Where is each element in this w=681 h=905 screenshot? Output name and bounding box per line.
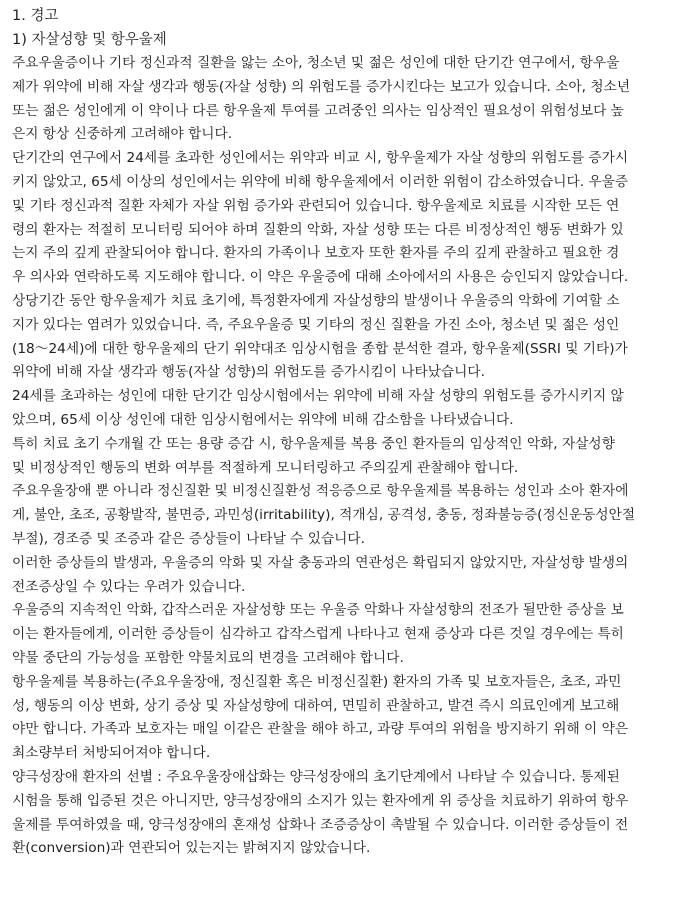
document-body [12,52,673,861]
paragraph-line: 성, 행동의 이상 변화, 상기 증상 및 자살성향에 대하여, 면밀히 관찰하고, 발견 즉시 의료인에게 보고해 [12,697,620,714]
paragraph-line: 약물 중단의 가능성을 포함한 약물치료의 변경을 고려해야 합니다. [12,649,404,666]
paragraph-line: 은지 항상 신중하게 고려해야 합니다. [12,126,233,143]
paragraph [12,480,673,551]
paragraph [12,52,673,147]
paragraph-line: 이러한 증상들의 발생과, 우울증의 악화 및 자살 충동과의 연관성은 확립되지 않았지만, 자살성향 발생의 [12,554,629,571]
paragraph-line: 야만 합니다. 가족과 보호자는 매일 이같은 관찰을 해야 하고, 과량 투여의 위험을 방지하기 위해 이 약은 [12,721,629,738]
paragraph-line: 양극성장애 환자의 선별 : 주요우울장애삽화는 양극성장애의 초기단계에서 나타날 수 있습니다. 통제된 [12,768,620,785]
paragraph-line: 제가 위약에 비해 자살 생각과 행동(자살 성향) 의 위험도를 증가시킨다는 보고가 있습니다. 소아, 청소년 [12,78,631,95]
paragraph-line: 우 의사와 연락하도록 지도해야 합니다. 이 약은 우울증에 대해 소아에서의 사용은 승인되지 않았습니다. [12,269,629,286]
subsection-title: 1) 자살성향 및 항우울제 [12,32,167,48]
paragraph-line: (18～24세)에 대한 항우울제의 단기 위약대조 임상시험을 종합 분석한 결과, 항우울제(SSRI 및 기타)가 [12,340,628,357]
paragraph [12,552,673,600]
paragraph-line: 위약에 비해 자살 생각과 행동(자살 성향)의 위험도를 증가시킴이 나타났습니다. [12,364,485,381]
paragraph [12,147,673,385]
paragraph-line: 았으며, 65세 이상 성인에 대한 임상시험에서는 위약에 비해 감소함을 나타냈습니다. [12,411,514,428]
section-title: 1. 경고 [12,8,59,24]
paragraph [12,433,673,481]
paragraph-line: 령의 환자는 적절히 모니터링 되어야 하며 질환의 악화, 자살 성향 또는 다른 비정상적인 행동 변화가 있 [12,221,624,238]
paragraph-line: 특히 치료 초기 수개월 간 또는 용량 증감 시, 항우울제를 복용 중인 환자들의 임상적인 악화, 자살성향 [12,435,615,452]
paragraph-line: 울제를 투여하였을 때, 양극성장애의 혼재성 삽화나 조증증상이 촉발될 수 있습니다. 이러한 증상들이 전 [12,816,629,833]
paragraph-line: 항우울제를 복용하는(주요우울장애, 정신질환 혹은 비정신질환) 환자의 가족 및 보호자들은, 초조, 과민 [12,673,622,690]
paragraph-line: 환(conversion)과 연관되어 있는지는 밝혀지지 않았습니다. [12,840,371,857]
paragraph-line: 전조증상일 수 있다는 우려가 있습니다. [12,578,246,595]
paragraph-line: 주요우울증이나 기타 정신과적 질환을 앓는 소아, 청소년 및 젊은 성인에 대한 단기간 연구에서, 항우울 [12,55,620,71]
paragraph-line: 24세를 초과하는 성인에 대한 단기간 임상시험에서는 위약에 비해 자살 성향의 위험도를 증가시키지 않 [12,388,624,405]
paragraph-line: 는지 주의 깊게 관찰되어야 합니다. 환자의 가족이나 보호자 또한 환자를 주의 깊게 관찰하고 필요한 경 [12,245,620,262]
paragraph [12,766,673,861]
paragraph-line: 지가 있다는 염려가 있었습니다. 즉, 주요우울증 및 기타의 정신 질환을 가진 소아, 청소년 및 젊은 성인 [12,316,620,333]
paragraph-line: 또는 젊은 성인에게 이 약이나 다른 항우울제 투여를 고려중인 의사는 임상적인 필요성이 위험성보다 높 [12,102,624,119]
paragraph-line: 부절), 경조증 및 조증과 같은 증상들이 나타날 수 있습니다. [12,530,365,547]
paragraph [12,599,673,670]
paragraph-line: 우울증의 지속적인 악화, 갑작스러운 자살성향 또는 우울증 악화나 자살성향의 전조가 될만한 증상을 보 [12,602,624,619]
paragraph-line: 및 비정상적인 행동의 변화 여부를 적절하게 모니터링하고 주의깊게 관찰해야 합니다. [12,459,519,476]
paragraph-line: 키지 않았고, 65세 이상의 성인에서는 위약에 비해 항우울제에서 이러한 위험이 감소하였습니다. 우울증 [12,173,629,190]
paragraph-line: 단기간의 연구에서 24세를 초과한 성인에서는 위약과 비교 시, 항우울제가 자살 성향의 위험도를 증가시 [12,150,629,167]
paragraph [12,671,673,766]
paragraph-line: 게, 불안, 초조, 공황발작, 불면증, 과민성(irritability), 적개심, 공격성, 충동, 정좌불능증(정신운동성안절 [12,507,636,524]
paragraph-line: 최소량부터 처방되어져야 합니다. [12,745,211,762]
paragraph-line: 주요우울장애 뿐 아니라 정신질환 및 비정신질환성 적응증으로 항우울제를 복용하는 성인과 소아 환자에 [12,483,629,500]
paragraph-line: 상당기간 동안 항우울제가 치료 초기에, 특정환자에게 자살성향의 발생이나 우울증의 악화에 기여할 소 [12,292,620,309]
paragraph [12,385,673,433]
paragraph-line: 이는 환자들에게, 이러한 증상들이 심각하고 갑작스럽게 나타나고 현재 증상과 다른 것일 경우에는 특히 [12,626,624,643]
paragraph-line: 시험을 통해 입증된 것은 아니지만, 양극성장애의 소지가 있는 환자에게 위 증상을 치료하기 위하여 항우 [12,792,629,809]
paragraph-line: 및 기타 정신과적 질환 자체가 자살 위험 증가와 관련되어 있습니다. 항우울제로 치료를 시작한 모든 연 [12,197,620,214]
